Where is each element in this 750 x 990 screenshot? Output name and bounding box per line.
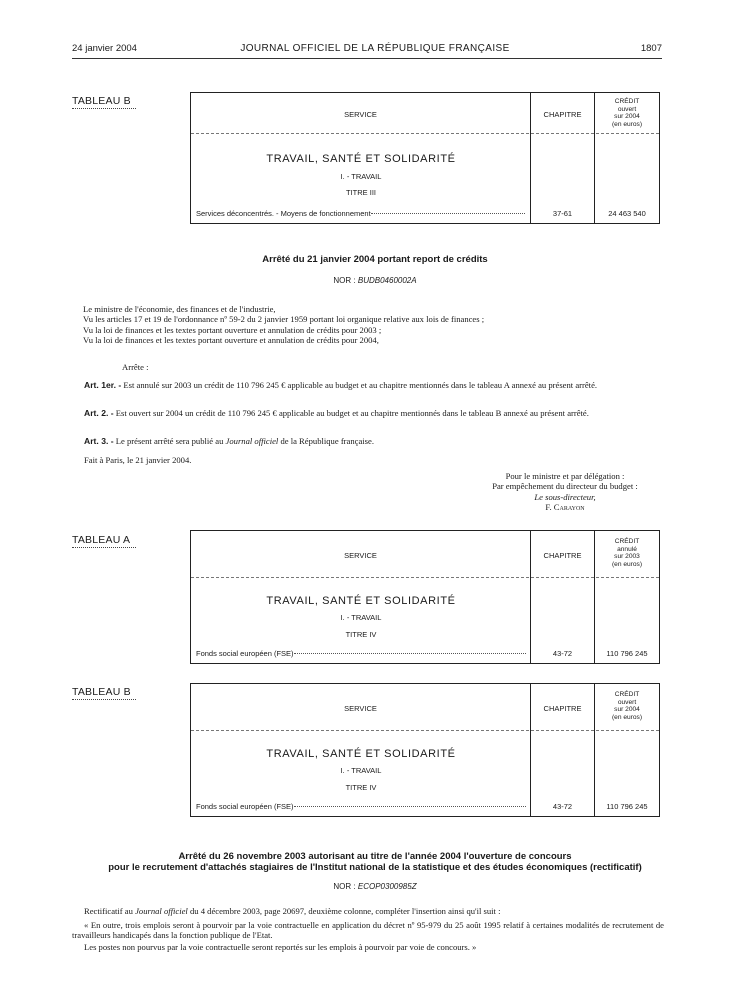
credit-header-line: sur 2004 xyxy=(614,113,640,121)
section-heading: I. - TRAVAIL xyxy=(340,613,382,622)
leader-dots xyxy=(294,653,526,654)
signature-line: Pour le ministre et par délégation : xyxy=(505,471,625,481)
signature-title: Le sous-directeur, xyxy=(534,491,596,502)
line-item-text: Fonds social européen (FSE) xyxy=(196,649,294,658)
nor-label: NOR : xyxy=(333,276,356,285)
article-2-label: Art. 2. - xyxy=(84,408,114,418)
article-1 xyxy=(72,380,664,390)
header-date: 24 janvier 2004 xyxy=(72,43,137,54)
credit-header-line: (en euros) xyxy=(611,713,643,721)
label-underline xyxy=(72,108,136,109)
credit-header-line: CRÉDIT xyxy=(614,691,640,698)
credit-header-line: CRÉDIT xyxy=(614,98,640,105)
line-item-text: Services déconcentrés. - Moyens de fonctionnement xyxy=(196,209,371,218)
credit-value: 110 796 245 xyxy=(606,802,648,811)
article-2 xyxy=(72,408,664,418)
table-a-label-text: TABLEAU A xyxy=(72,534,131,546)
rectificatif-paragraph: Les postes non pourvus par la voie contractuelle seront reportés sur les emplois à pourvoir par voie de concours. » xyxy=(84,942,477,952)
signature-line: Par empêchement du directeur du budget : xyxy=(492,481,638,492)
table-b-label-text: TABLEAU B xyxy=(72,686,131,698)
col-header-credit xyxy=(595,538,659,568)
chapitre-value: 43-72 xyxy=(552,649,573,658)
titre-heading: TITRE IV xyxy=(345,630,377,639)
rectificatif-text: du 4 décembre 2003, page 20697, deuxième colonne, compléter l'insertion ainsi qu'il suit : xyxy=(189,906,501,916)
col-header-credit xyxy=(595,691,659,721)
signatory-name: F. Carayon xyxy=(545,501,585,512)
article-2-text: Est ouvert sur 2004 un crédit de 110 796 245 € applicable au budget et au chapitre mentionnés dans le tableau B annexé au présent arrêté. xyxy=(115,408,589,418)
credit-header-line: (en euros) xyxy=(611,560,643,568)
page-number: 1807 xyxy=(640,43,662,54)
col-header-chapitre: CHAPITRE xyxy=(543,110,582,119)
nor-reference xyxy=(0,276,750,285)
header-rule xyxy=(72,58,662,59)
line-item xyxy=(196,649,526,658)
credit-header-line: sur 2003 xyxy=(614,553,640,561)
line-item-text: Fonds social européen (FSE) xyxy=(196,802,294,811)
col-header-credit xyxy=(595,98,659,128)
journal-name: Journal officiel xyxy=(225,436,279,446)
arrete-word: Arrête : xyxy=(122,362,149,372)
rectificatif-intro xyxy=(84,906,664,916)
ministry-heading: TRAVAIL, SANTÉ ET SOLIDARITÉ xyxy=(266,153,456,165)
article-3-text: de la République française. xyxy=(280,436,374,446)
leader-dots xyxy=(371,213,526,214)
leader-dots xyxy=(294,806,526,807)
col-header-service: SERVICE xyxy=(344,704,377,713)
col-header-chapitre: CHAPITRE xyxy=(543,551,582,560)
nor-code: BUDB0460002A xyxy=(357,276,417,285)
fait-a-paris: Fait à Paris, le 21 janvier 2004. xyxy=(84,455,192,465)
label-underline xyxy=(72,699,136,700)
table-a-label xyxy=(72,534,136,548)
credit-header-line: CRÉDIT xyxy=(614,538,640,545)
arrete-2-title-line-1: Arrêté du 26 novembre 2003 autorisant au titre de l'année 2004 l'ouverture de concours xyxy=(178,851,572,862)
article-1-text: Est annulé sur 2003 un crédit de 110 796 245 € applicable au budget et au chapitre mentionnés dans le tableau A annexé au présent arrêté. xyxy=(123,380,598,390)
article-3-label: Art. 3. - xyxy=(84,436,114,446)
table-top-label xyxy=(72,95,136,109)
ministry-heading: TRAVAIL, SANTÉ ET SOLIDARITÉ xyxy=(266,595,456,607)
col-header-chapitre: CHAPITRE xyxy=(543,704,582,713)
credit-header-line: sur 2004 xyxy=(614,706,640,714)
titre-heading: TITRE III xyxy=(346,188,376,197)
article-3-text: Le présent arrêté sera publié au xyxy=(115,436,224,446)
arrete-title: Arrêté du 21 janvier 2004 portant report de crédits xyxy=(262,254,488,265)
table-a xyxy=(190,530,660,664)
preamble-line: Vu la loi de finances et les textes portant ouverture et annulation de crédits pour 2003 ; xyxy=(83,324,382,335)
nor-reference xyxy=(0,882,750,891)
titre-heading: TITRE IV xyxy=(345,783,377,792)
chapitre-value: 43-72 xyxy=(552,802,573,811)
preamble-line: Vu la loi de finances et les textes portant ouverture et annulation de crédits pour 2004, xyxy=(83,334,379,345)
credit-header-line: (en euros) xyxy=(611,120,643,128)
chapitre-value: 37-61 xyxy=(552,209,573,218)
line-item xyxy=(196,209,526,218)
ministry-heading: TRAVAIL, SANTÉ ET SOLIDARITÉ xyxy=(266,748,456,760)
table-top-label-text: TABLEAU B xyxy=(72,95,131,107)
table-b xyxy=(190,683,660,817)
nor-code: ECOP0300985Z xyxy=(357,882,417,891)
rectificatif-paragraph: « En outre, trois emplois seront à pourvoir par la voie contractuelle en application du décret nº 95-979 du 25 août 1995 relatif à certaines modalités de recrutement de travailleurs handicapés dans la fonction publique de l'Etat. xyxy=(72,920,664,941)
preamble xyxy=(83,304,663,345)
line-item xyxy=(196,802,526,811)
credit-value: 24 463 540 xyxy=(608,209,646,218)
journal-name: Journal officiel xyxy=(135,906,188,916)
credit-header-line: ouvert xyxy=(617,105,637,113)
section-heading: I. - TRAVAIL xyxy=(340,766,382,775)
journal-title: JOURNAL OFFICIEL DE LA RÉPUBLIQUE FRANÇAISE xyxy=(240,43,510,54)
preamble-line: Vu les articles 17 et 19 de l'ordonnance nº 59-2 du 2 janvier 1959 portant loi organique relative aux lois de finances ; xyxy=(83,314,485,325)
signature-block xyxy=(460,471,670,512)
nor-label: NOR : xyxy=(333,882,356,891)
col-header-service: SERVICE xyxy=(344,551,377,560)
section-heading: I. - TRAVAIL xyxy=(340,172,382,181)
credit-header-line: ouvert xyxy=(617,698,637,706)
article-3 xyxy=(72,436,664,446)
article-1-label: Art. 1er. - xyxy=(84,380,122,390)
rectificatif-text: Rectificatif au xyxy=(84,906,133,916)
credit-header-line: annulé xyxy=(617,545,637,553)
table-b-label xyxy=(72,686,136,700)
arrete-2-title-line-2: pour le recrutement d'attachés stagiaires de l'Institut national de la statistique et des études économiques (rectificatif) xyxy=(108,862,642,873)
credit-value: 110 796 245 xyxy=(606,649,648,658)
col-header-service: SERVICE xyxy=(344,110,377,119)
table-top xyxy=(190,92,660,224)
label-underline xyxy=(72,547,136,548)
preamble-line: Le ministre de l'économie, des finances et de l'industrie, xyxy=(83,304,276,314)
